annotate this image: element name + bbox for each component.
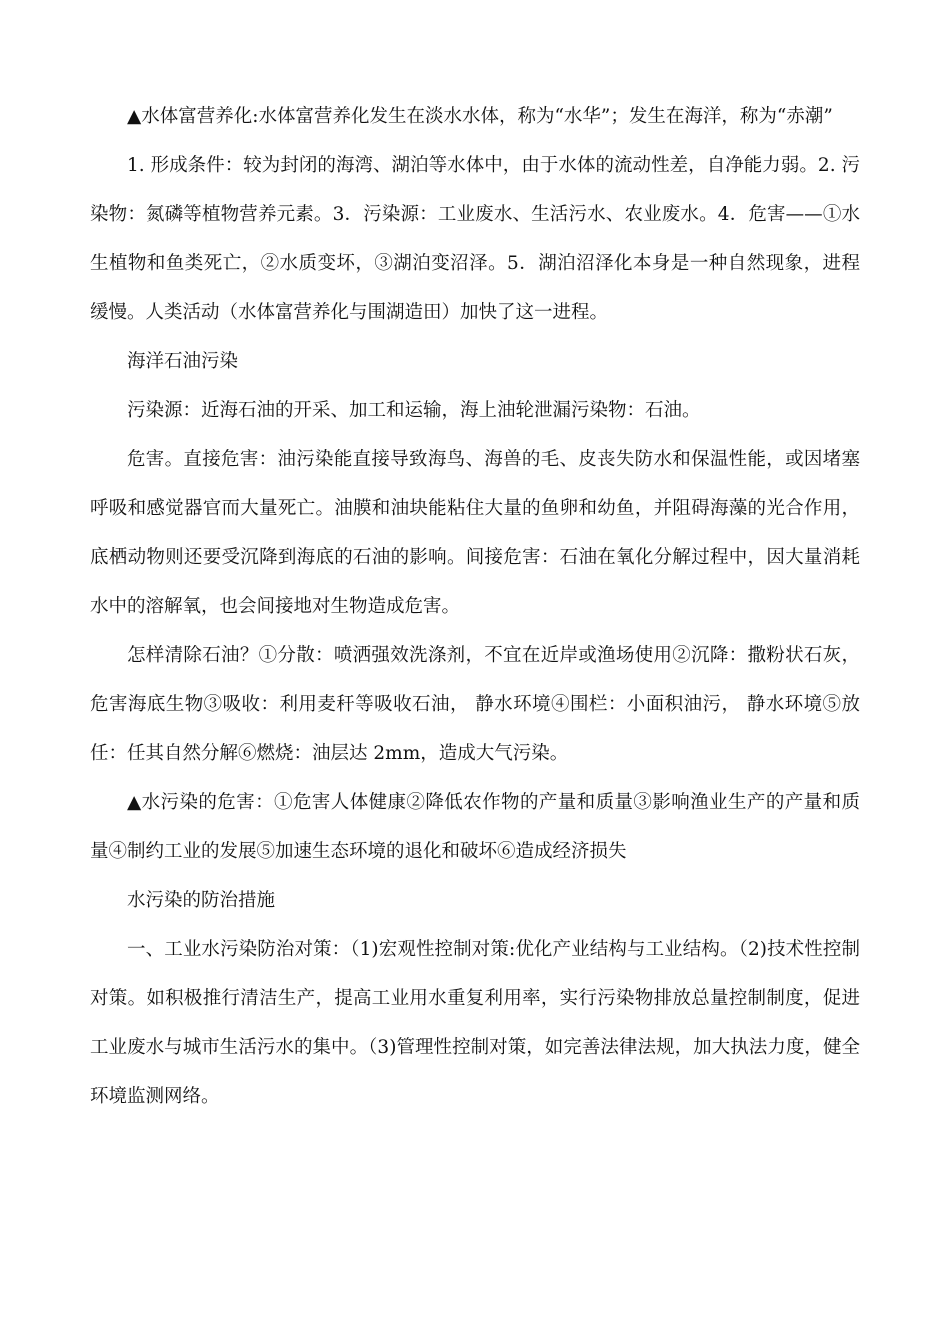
- document-page: [90, 92, 860, 1121]
- heading-water-pollution-prevention: 水污染的防治措施: [127, 890, 276, 911]
- paragraph-oil-pollution-source: 污染源：近海石油的开采、加工和运输，海上油轮泄漏污染物：石油。: [127, 400, 701, 421]
- paragraph-industrial-prevention: 一、工业水污染防治对策：（1)宏观性控制对策:优化产业结构与工业结构。（2)技术性控制对策。如积极推行清洁生产，提高工业用水重复利用率，实行污染物排放总量控制制度，促进工业废水与城市生活污水的集中。（3)管理性控制对策，如完善法律法规，加大执法力度，健全环境监测网络。: [90, 939, 860, 1107]
- heading-marine-oil-pollution: 海洋石油污染: [127, 351, 239, 372]
- paragraph-oil-pollution-harm: 危害。直接危害：油污染能直接导致海鸟、海兽的毛、皮丧失防水和保温性能，或因堵塞呼吸和感觉器官而大量死亡。油膜和油块能粘住大量的鱼卵和幼鱼，并阻碍海藻的光合作用，底栖动物则还要受沉降到海底的石油的影响。间接危害：石油在氧化分解过程中，因大量消耗水中的溶解氧，也会间接地对生物造成危害。: [90, 449, 860, 617]
- paragraph-water-pollution-harm: ▲水污染的危害：①危害人体健康②降低农作物的产量和质量③影响渔业生产的产量和质量④制约工业的发展⑤加速生态环境的退化和破坏⑥造成经济损失: [90, 792, 860, 862]
- paragraph-eutrophication-intro: ▲水体富营养化:水体富营养化发生在淡水水体，称为“水华”；发生在海洋，称为“赤潮”: [127, 106, 833, 127]
- paragraph-oil-removal-methods: 怎样清除石油？①分散：喷洒强效洗涤剂，不宜在近岸或渔场使用②沉降：撒粉状石灰，危害海底生物③吸收：利用麦秆等吸收石油， 静水环境④围栏：小面积油污， 静水环境⑤放任：任其自然分解⑥燃烧：油层达 2mm，造成大气污染。: [90, 645, 860, 764]
- paragraph-eutrophication-details: 1. 形成条件：较为封闭的海湾、湖泊等水体中，由于水体的流动性差，自净能力弱。2. 污染物：氮磷等植物营养元素。3．污染源：工业废水、生活污水、农业废水。4．危害——①水生植物和鱼类死亡，②水质变坏，③湖泊变沼泽。5．湖泊沼泽化本身是一种自然现象，进程缓慢。人类活动（水体富营养化与围湖造田）加快了这一进程。: [90, 155, 860, 323]
